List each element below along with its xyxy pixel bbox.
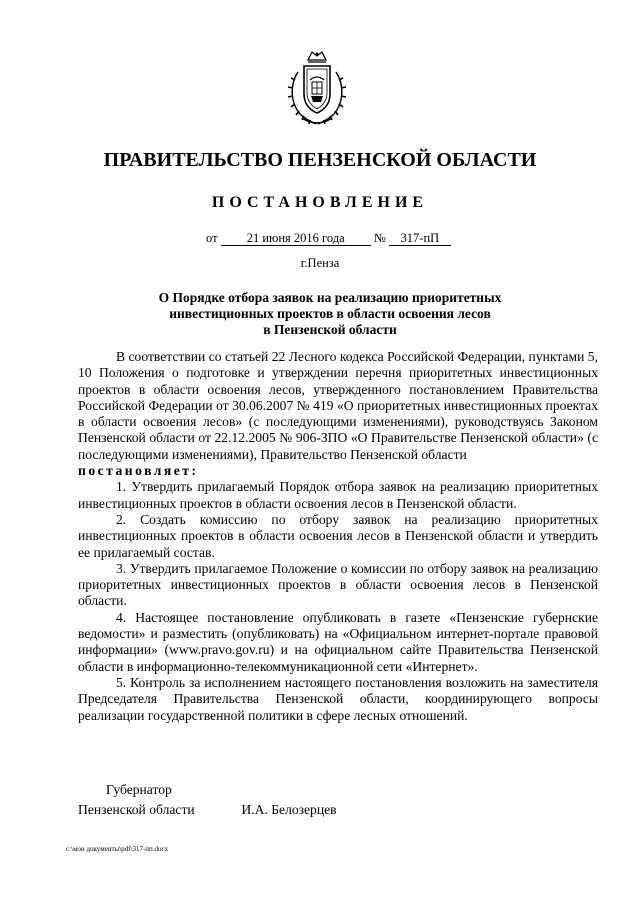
- document-subject: [120, 290, 540, 338]
- body-item: 2. Создать комиссию по отбору заявок на реализацию приоритетных инвестиционных проектов в области освоения лесов в Пензенской области и утвердить ее прилагаемый состав.: [78, 511, 598, 560]
- document-date: 21 июня 2016 года: [221, 231, 371, 246]
- signatory-region: Пензенской области: [78, 802, 195, 817]
- subject-line: в Пензенской области: [263, 322, 397, 337]
- government-title: ПРАВИТЕЛЬСТВО ПЕНЗЕНСКОЙ ОБЛАСТИ: [103, 149, 537, 171]
- signature-row: [78, 800, 337, 820]
- resolves-keyword: постановляет:: [78, 463, 199, 479]
- coat-of-arms-icon: [286, 50, 348, 128]
- city: г.Пенза: [300, 256, 340, 270]
- date-prefix: от: [206, 231, 218, 245]
- body-item: 5. Контроль за исполнением настоящего постановления возложить на заместителя Председателя Правительства Пензенской области, координирующего вопросы реализации государственной политики в сфере лесных отношений.: [78, 674, 598, 723]
- signatory-name: И.А. Белозерцев: [241, 802, 337, 817]
- signature-block: [78, 780, 337, 820]
- document-body: [78, 349, 598, 724]
- file-path-footer: c:\мои документы\pdf\317-пп.docx: [66, 845, 169, 853]
- signatory-role: Губернатор: [106, 782, 172, 797]
- subject-line: инвестиционных проектов в области освоения лесов: [169, 306, 491, 321]
- subject-line: О Порядке отбора заявок на реализацию приоритетных: [158, 290, 502, 305]
- document-number: 317-пП: [389, 231, 451, 246]
- body-item: 1. Утвердить прилагаемый Порядок отбора заявок на реализацию приоритетных инвестиционных проектов в области освоения лесов в Пензенской области.: [78, 479, 598, 511]
- preamble-paragraph: В соответствии со статьей 22 Лесного кодекса Российской Федерации, пунктами 5, 10 Положения о подготовке и утверждении перечня приоритетных инвестиционных проектов в области освоения лесов, утвержденного постановлением Правительства Российской Федерации от 30.06.2007 № 419 «О приоритетных инвестиционных проектах в области освоения лесов» (с последующими изменениями), руководствуясь Законом Пензенской области от 22.12.2005 № 906-ЗПО «О Правительстве Пензенской области» (с последующими изменениями), Правительство Пензенской области: [78, 349, 598, 462]
- body-item: 3. Утвердить прилагаемое Положение о комиссии по отбору заявок на реализацию приоритетных инвестиционных проектов в области освоения лесов в Пензенской области.: [78, 560, 598, 609]
- body-item: 4. Настоящее постановление опубликовать в газете «Пензенские губернские ведомости» и разместить (опубликовать) на «Официальном интернет-портале правовой информации» (www.pravo.gov.ru) и на официальном сайте Правительства Пензенской области в информационно-телекоммуникационной сети «Интернет».: [78, 609, 598, 674]
- number-prefix: №: [373, 231, 386, 245]
- date-number-line: [206, 231, 451, 246]
- document-type: ПОСТАНОВЛЕНИЕ: [211, 194, 429, 211]
